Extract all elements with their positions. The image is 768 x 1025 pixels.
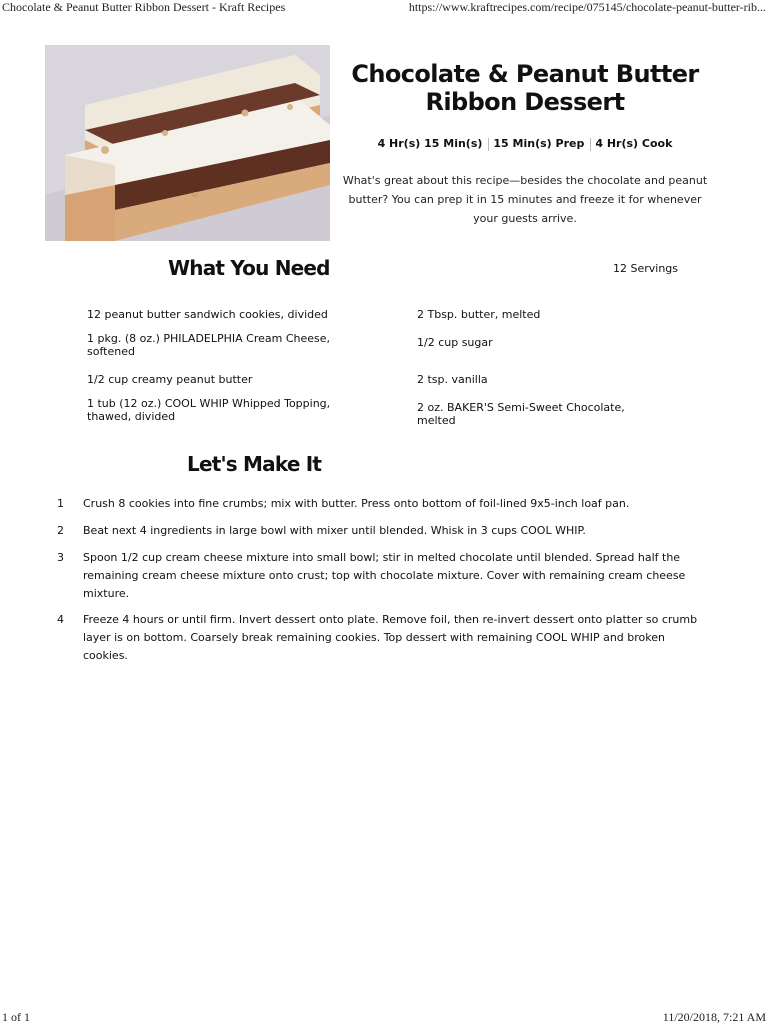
time-divider	[488, 138, 489, 151]
recipe-times	[345, 137, 705, 151]
steps-heading: Let's Make It	[187, 452, 322, 476]
step-number: 2	[57, 524, 64, 537]
step-number: 1	[57, 497, 64, 510]
ingredient-item: 2 tsp. vanilla	[417, 373, 488, 386]
prep-time: 15 Min(s) Prep	[493, 137, 585, 150]
recipe-title: Chocolate & Peanut Butter Ribbon Dessert	[351, 60, 699, 116]
step-text: Spoon 1/2 cup cream cheese mixture into small bowl; stir in melted chocolate until blended. Spread half the remaining cream cheese mixture onto crust; top with chocolate mixture. Cover with remaining cream cheese mixture.	[83, 551, 686, 600]
page-count: 1 of 1	[2, 1010, 30, 1024]
total-time: 4 Hr(s) 15 Min(s)	[377, 137, 483, 150]
print-datetime: 11/20/2018, 7:21 AM	[662, 1010, 766, 1024]
dessert-illustration	[45, 45, 330, 241]
ingredient-item: 1 tub (12 oz.) COOL WHIP Whipped Topping, thawed, divided	[87, 397, 331, 423]
ingredient-item: 1/2 cup creamy peanut butter	[87, 373, 253, 386]
step-text: Freeze 4 hours or until firm. Invert dessert onto plate. Remove foil, then re-invert dessert onto platter so crumb layer is on bottom. Coarsely break remaining cookies. Top dessert with remaining COOL WHIP and broken cookies.	[83, 613, 698, 662]
recipe-intro: What's great about this recipe—besides the chocolate and peanut butter? You can prep it in 15 minutes and freeze it for whenever your guests arrive.	[342, 174, 708, 225]
cook-time: 4 Hr(s) Cook	[595, 137, 673, 150]
step-text: Crush 8 cookies into fine crumbs; mix with butter. Press onto bottom of foil-lined 9x5-inch loaf pan.	[83, 497, 630, 510]
time-divider	[590, 138, 591, 151]
ingredient-item: 2 Tbsp. butter, melted	[417, 308, 541, 321]
ingredient-item: 12 peanut butter sandwich cookies, divided	[87, 308, 328, 321]
ingredient-item: 2 oz. BAKER'S Semi-Sweet Chocolate, melted	[417, 401, 625, 427]
print-header-title: Chocolate & Peanut Butter Ribbon Dessert - Kraft Recipes	[2, 0, 286, 14]
servings-label: 12 Servings	[613, 262, 679, 275]
step-number: 4	[57, 613, 64, 626]
print-header-url: https://www.kraftrecipes.com/recipe/075145/chocolate-peanut-butter-rib...	[408, 0, 766, 14]
ingredient-item: 1/2 cup sugar	[417, 336, 493, 349]
ingredients-heading: What You Need	[168, 256, 330, 280]
print-footer	[0, 1010, 768, 1024]
recipe-photo	[45, 45, 330, 241]
ingredient-item: 1 pkg. (8 oz.) PHILADELPHIA Cream Cheese, softened	[87, 332, 331, 358]
step-text: Beat next 4 ingredients in large bowl with mixer until blended. Whisk in 3 cups COOL WHIP.	[83, 524, 586, 537]
step-number: 3	[57, 551, 64, 564]
print-header	[0, 0, 768, 16]
